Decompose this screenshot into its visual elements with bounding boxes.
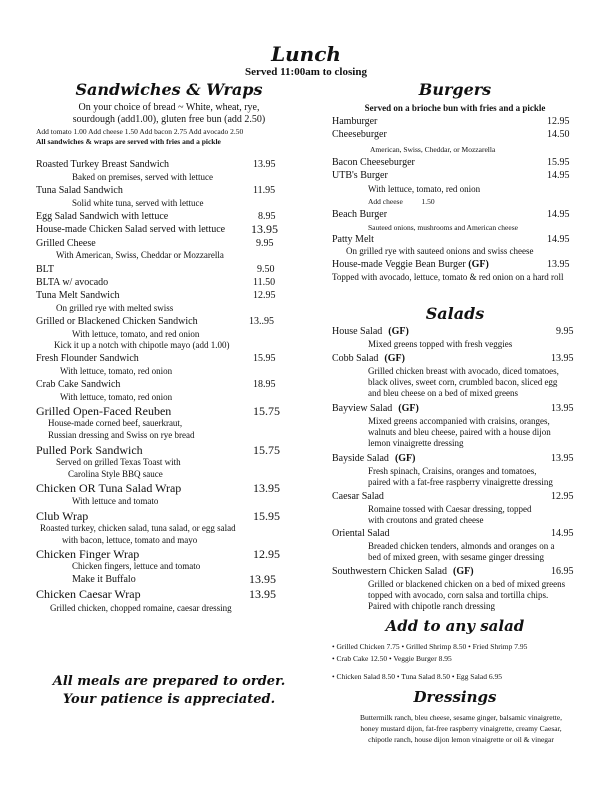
sandwiches-intro-line1: On your choice of bread ~ White, wheat, rye, (78, 102, 260, 113)
item-desc: black olives, sweet corn, crumbled bacon, sliced egg (368, 377, 558, 387)
item-name: Chicken OR Tuna Salad Wrap (36, 481, 182, 495)
item-price: 14.50 (547, 129, 570, 140)
item-name-text: Bayside Salad (332, 453, 389, 464)
item-price: 15.75 (253, 404, 280, 418)
item-desc-2: Russian dressing and Swiss on rye bread (48, 430, 195, 440)
gf-badge: (GF) (398, 403, 419, 414)
item-name (332, 528, 389, 540)
item-desc: walnuts and bleu cheese, paired with a house dijon (368, 427, 551, 437)
served-hours: Served 11:00am to closing (245, 66, 367, 78)
item-price: 9.95 (256, 238, 274, 249)
item-desc: Chicken fingers, lettuce and tomato (72, 561, 201, 571)
item-name: Grilled Cheese (36, 238, 96, 249)
item-price: 15.75 (253, 443, 280, 457)
item-name: Grilled Open-Faced Reuben (36, 404, 172, 418)
item-price: 13.95 (547, 259, 570, 270)
item-name: Fresh Flounder Sandwich (36, 353, 139, 364)
item-price: 13.95 (253, 159, 276, 170)
item-name-text: Bayview Salad (332, 403, 393, 414)
item-desc: Mixed greens topped with fresh veggies (368, 339, 513, 349)
item-name: Pulled Pork Sandwich (36, 443, 143, 457)
item-desc: Sauteed onions, mushrooms and American cheese (368, 223, 518, 232)
item-desc: On grilled rye with melted swiss (56, 303, 174, 313)
item-name-text: Caesar Salad (332, 491, 384, 502)
dressings-line3: chipotle ranch, house dijon lemon vinaigrette or oil & vinegar (368, 735, 554, 744)
item-name: Chicken Caesar Wrap (36, 587, 141, 601)
dressings-line1: Buttermilk ranch, bleu cheese, sesame ginger, balsamic vinaigrette, (360, 713, 562, 722)
item-desc-2: Make it Buffalo (72, 574, 136, 585)
item-name: Grilled or Blackened Chicken Sandwich (36, 316, 198, 327)
item-desc: With American, Swiss, Cheddar or Mozzarella (56, 250, 224, 260)
item-desc: With lettuce, tomato, and red onion (72, 329, 200, 339)
item-price: 13.95 (551, 453, 574, 464)
sandwiches-addons: Add tomato 1.00 Add cheese 1.50 Add bacon 2.75 Add avocado 2.50 (36, 127, 244, 136)
item-desc: With lettuce, tomato, red onion (368, 184, 481, 194)
item-name: Chicken Finger Wrap (36, 547, 140, 561)
item-name: House-made Chicken Salad served with lettuce (36, 224, 226, 235)
item-desc: Solid white tuna, served with lettuce (72, 198, 204, 208)
item-desc-2: Add cheese 1.50 (368, 197, 435, 206)
item-price: 15.95 (253, 353, 276, 364)
item-price: 13.95 (253, 481, 280, 495)
item-name: Hamburger (332, 116, 378, 127)
item-price: 13.95 (551, 403, 574, 414)
item-desc: Roasted turkey, chicken salad, tuna salad, or egg salad (40, 523, 236, 533)
item-name: Tuna Melt Sandwich (36, 290, 120, 301)
page-title: Lunch (271, 42, 341, 66)
item-name: Crab Cake Sandwich (36, 379, 121, 390)
item-name: Patty Melt (332, 234, 374, 245)
item-desc-2: Carolina Style BBQ sauce (68, 469, 163, 479)
item-name-text: Cobb Salad (332, 353, 379, 364)
item-desc: Breaded chicken tenders, almonds and oranges on a (368, 541, 555, 551)
item-desc: With lettuce, tomato, red onion (60, 392, 173, 402)
item-desc: American, Swiss, Cheddar, or Mozzarella (370, 145, 496, 154)
item-name: BLT (36, 264, 54, 275)
burgers-heading: Burgers (418, 80, 492, 99)
item-name (332, 326, 409, 338)
item-name (332, 566, 474, 578)
item-price-2: 13.95 (249, 572, 276, 586)
item-name-text: House Salad (332, 326, 383, 337)
item-price: 14.95 (547, 234, 570, 245)
item-desc: Grilled or blackened chicken on a bed of mixed greens (368, 579, 566, 589)
salads-heading: Salads (425, 304, 485, 323)
item-name-text: House-made Veggie Bean Burger (332, 259, 466, 270)
item-name (332, 259, 489, 271)
gf-badge: (GF) (394, 453, 416, 464)
item-name (332, 491, 384, 503)
item-price: 12.95 (253, 290, 276, 301)
item-desc: and bleu cheese on a bed of mixed greens (368, 388, 518, 398)
item-price: 13..95 (249, 316, 274, 327)
item-desc: Topped with avocado, lettuce, tomato & red onion on a hard roll (332, 272, 564, 282)
prepared-note-line1: All meals are prepared to order. (52, 674, 286, 689)
item-name: Egg Salad Sandwich with lettuce (36, 211, 169, 222)
sandwiches-intro-line2: sourdough (add1.00), gluten free bun (add 2.50) (72, 114, 266, 125)
item-price: 16.95 (551, 566, 574, 577)
item-price: 9.50 (257, 264, 275, 275)
item-desc: topped with avocado, corn salsa and tortilla chips. (368, 590, 549, 600)
item-price: 12.95 (551, 491, 574, 502)
item-price: 15.95 (547, 157, 570, 168)
item-name: Tuna Salad Sandwich (36, 185, 123, 196)
item-desc: With lettuce and tomato (72, 496, 159, 506)
item-desc: Romaine tossed with Caesar dressing, topped (368, 504, 532, 514)
item-name (332, 403, 419, 415)
item-desc-2: Kick it up a notch with chipotle mayo (add 1.00) (54, 340, 230, 350)
gf-badge: (GF) (452, 566, 474, 577)
item-name (332, 353, 405, 365)
item-price: 13.95 (251, 222, 278, 236)
gf-badge: (GF) (384, 353, 405, 364)
item-name-text: Southwestern Chicken Salad (332, 566, 447, 577)
item-name: Club Wrap (36, 509, 89, 523)
item-price: 15.95 (253, 509, 280, 523)
item-name: Beach Burger (332, 209, 388, 220)
item-price: 11.95 (253, 185, 276, 196)
item-desc: On grilled rye with sauteed onions and swiss cheese (346, 246, 534, 256)
item-price: 12.95 (253, 547, 280, 561)
item-price: 11.50 (253, 277, 276, 288)
item-name-text: Oriental Salad (332, 528, 390, 539)
item-name: BLTA w/ avocado (36, 277, 109, 288)
item-price: 12.95 (547, 116, 570, 127)
add-salad-line2: • Crab Cake 12.50 • Veggie Burger 8.95 (332, 654, 452, 663)
add-salad-line1: • Grilled Chicken 7.75 • Grilled Shrimp 8.50 • Fried Shrimp 7.95 (332, 642, 528, 651)
add-salad-line3: • Chicken Salad 8.50 • Tuna Salad 8.50 • Egg Salad 6.95 (332, 672, 502, 681)
sandwiches-served-note: All sandwiches & wraps are served with fries and a pickle (36, 137, 221, 146)
item-price: 9.95 (556, 326, 574, 337)
item-price: 14.95 (547, 209, 570, 220)
prepared-note-line2: Your patience is appreciated. (62, 692, 276, 707)
item-desc: Served on grilled Texas Toast with (56, 457, 181, 467)
item-desc: paired with a fat-free raspberry vinaigrette dressing (368, 477, 553, 487)
add-salad-heading: Add to any salad (385, 617, 525, 635)
gf-badge: (GF) (468, 259, 489, 270)
dressings-heading: Dressings (413, 688, 497, 706)
item-price: 13.95 (551, 353, 574, 364)
dressings-line2: honey mustard dijon, fat-free raspberry vinaigrette, creamy Caesar, (360, 724, 562, 733)
gf-badge: (GF) (388, 326, 409, 337)
item-desc: Grilled chicken, chopped romaine, caesar dressing (50, 603, 232, 613)
sandwiches-heading: Sandwiches & Wraps (75, 80, 263, 99)
item-name (332, 453, 415, 465)
item-desc: Grilled chicken breast with avocado, diced tomatoes, (368, 366, 559, 376)
item-desc: Baked on premises, served with lettuce (72, 172, 213, 182)
item-desc: House-made corned beef, sauerkraut, (48, 418, 183, 428)
item-desc: with croutons and grated cheese (368, 515, 484, 525)
item-desc-2: with bacon, lettuce, tomato and mayo (62, 535, 198, 545)
item-name: UTB's Burger (332, 170, 388, 181)
item-desc: With lettuce, tomato, red onion (60, 366, 173, 376)
item-desc: lemon vinaigrette dressing (368, 438, 464, 448)
item-desc: Mixed greens accompanied with craisins, oranges, (368, 416, 550, 426)
item-price: 13.95 (249, 587, 276, 601)
item-price: 14.95 (547, 170, 570, 181)
item-price: 18.95 (253, 379, 276, 390)
item-price: 14.95 (551, 528, 574, 539)
item-price: 8.95 (258, 211, 276, 222)
item-name: Roasted Turkey Breast Sandwich (36, 159, 170, 170)
item-desc: bed of mixed green, with sesame ginger dressing (368, 552, 544, 562)
item-desc: Paired with chipotle ranch dressing (368, 601, 495, 611)
item-name: Cheeseburger (332, 129, 387, 140)
item-name: Bacon Cheeseburger (332, 157, 415, 168)
burgers-served-note: Served on a brioche bun with fries and a pickle (364, 103, 546, 113)
item-desc: Fresh spinach, Craisins, oranges and tomatoes, (368, 466, 537, 476)
